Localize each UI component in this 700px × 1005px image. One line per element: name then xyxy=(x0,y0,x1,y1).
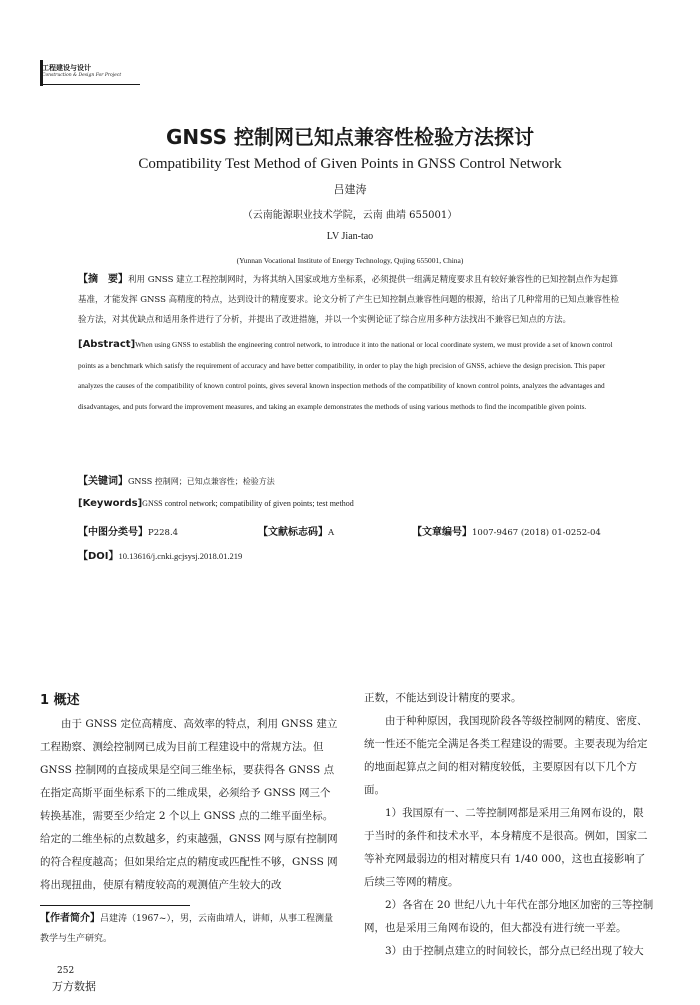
keywords-english-text: GNSS control network; compatibility of given points; test method xyxy=(142,499,354,508)
clc-value: P228.4 xyxy=(148,528,179,538)
abstract-english-label: [Abstract] xyxy=(78,339,136,350)
author-chinese: 吕建涛 xyxy=(333,183,367,196)
document-code xyxy=(258,523,334,538)
left-column xyxy=(40,713,338,897)
abstract-chinese-text: 利用 GNSS 建立工程控制网时，为将其纳入国家或地方坐标系，必须提供一组满足精度要求且有较好兼容性的已知控制点作为起算基准，才能发挥 GNSS 高精度的特点，达到设计的精度要求。论文分析了产生已知控制点兼容性问题的根源，给出了几种常用的已知点兼容性检验方法，对其优缺点和适用条件进行了分析，并提出了改进措施，并以一个实例论证了综合应用多种方法找出不兼容已知点的方法。 xyxy=(78,275,620,325)
article-number xyxy=(412,523,601,538)
journal-name-en: Construction & Design For Project xyxy=(42,73,122,78)
document-code-value: A xyxy=(328,528,335,538)
article-number-label: 【文章编号】 xyxy=(412,527,472,538)
journal-name: 工程建设与设计 xyxy=(42,64,91,72)
abstract-english xyxy=(78,335,626,417)
author-footnote xyxy=(40,909,338,949)
footnote-rule xyxy=(40,905,190,906)
right-paragraph-0: 正数，不能达到设计精度的要求。 xyxy=(364,692,522,704)
page-number: 252 xyxy=(57,966,75,976)
clc-number xyxy=(78,523,178,538)
keywords-english xyxy=(78,498,626,509)
abstract-chinese-label: 【摘 要】 xyxy=(78,274,128,285)
doi xyxy=(78,547,626,562)
article-number-value: 1007-9467 (2018) 01-0252-04 xyxy=(472,528,601,538)
right-paragraph-4: 3）由于控制点建立的时间较长，部分点已经出现了较大 xyxy=(385,945,644,957)
keywords-chinese-text: GNSS 控制网；已知点兼容性；检验方法 xyxy=(128,477,275,486)
author-english: LV Jian-tao xyxy=(326,231,374,242)
right-paragraph-1: 由于种种原因，我国现阶段各等级控制网的精度、密度、统一性还不能完全满足各类工程建设的需要。主要表现为给定的地面起算点之间的相对精度较低，主要原因有以下几个方面。 xyxy=(364,715,648,796)
affiliation-chinese: （云南能源职业技术学院，云南 曲靖 655001） xyxy=(242,210,458,221)
title-english: Compatibility Test Method of Given Points in GNSS Control Network xyxy=(138,156,562,172)
right-paragraph-3: 2）各省在 20 世纪八九十年代在部分地区加密的三等控制网，也是采用三角网布设的，但大都没有进行统一平差。 xyxy=(364,899,654,934)
keywords-english-label: [Keywords] xyxy=(78,498,143,509)
abstract-english-text: When using GNSS to establish the engineering control network, to introduce it into the national or local coordinate system, we must provide a set of known control points as a benchmark which satisfy the requirement of accuracy and have better compatibility, in order to play the high precision of GNSS, achieve the design precision. This paper analyzes the causes of the compatibility of known control points, gives several known inspection methods of the compatibility of known control points, analyzes the advantages and disadvantages, and puts forward the improvement measures, and taking an example demonstrates the methods of using various methods to find the incompatible given points. xyxy=(78,340,613,411)
journal-header-rule xyxy=(40,84,140,85)
footnote-text: 吕建涛（1967~），男，云南曲靖人，讲师，从事工程测量教学与生产研究。 xyxy=(40,914,333,944)
doi-label: 【DOI】 xyxy=(78,551,119,562)
clc-label: 【中图分类号】 xyxy=(78,527,148,538)
watermark: 万方数据 xyxy=(52,980,96,993)
keywords-chinese xyxy=(78,472,626,487)
right-paragraph-2: 1）我国原有一、二等控制网都是采用三角网布设的，限于当时的条件和技术水平，本身精度不是很高。例如，国家二等补充网最弱边的相对精度只有 1/40 000，这也直接影响了后续三等网的精度。 xyxy=(364,807,648,888)
right-column xyxy=(364,687,654,963)
abstract-chinese xyxy=(78,270,626,330)
keywords-chinese-label: 【关键词】 xyxy=(78,476,128,487)
doi-value: 10.13616/j.cnki.gcjsysj.2018.01.219 xyxy=(118,551,243,561)
footnote-label: 【作者简介】 xyxy=(40,913,100,924)
title-chinese: GNSS 控制网已知点兼容性检验方法探讨 xyxy=(165,125,535,149)
document-code-label: 【文献标志码】 xyxy=(258,527,328,538)
affiliation-english: (Yunnan Vocational Institute of Energy Technology, Qujing 655001, China) xyxy=(236,256,464,265)
section-heading: 1 概述 xyxy=(40,693,80,708)
left-paragraph-1: 由于 GNSS 定位高精度、高效率的特点，利用 GNSS 建立工程勘察、测绘控制网已成为目前工程建设中的常规方法。但 GNSS 控制网的直接成果是空间三维坐标，要获得各 GNSS 点在指定高斯平面坐标系下的二维成果，必须给予 GNSS 网三个转换基准，需要至少给定 2 个以上 GNSS 点的二维平面坐标。给定的二维坐标的点数越多，约束越强，GNSS 网与原有控制网的符合程度越高；但如果给定点的精度或匹配性不够，GNSS 网将出现扭曲，使原有精度较高的观测值产生较大的改 xyxy=(40,718,338,891)
